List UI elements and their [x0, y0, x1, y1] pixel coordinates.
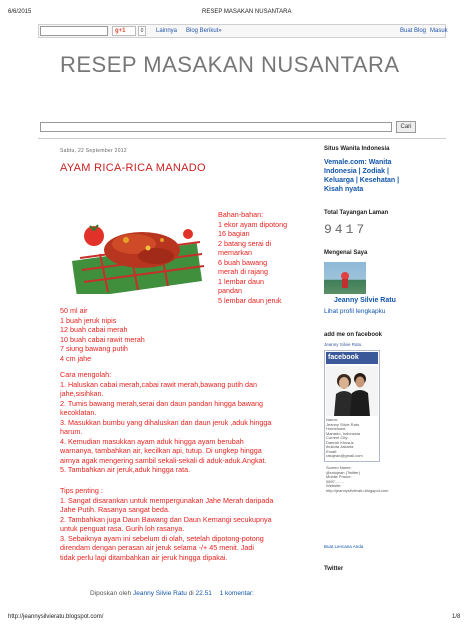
food-photo [60, 210, 212, 294]
chicken-dish-image [60, 210, 212, 294]
fb-detail: Mobile Phone: [326, 474, 352, 479]
situs-link[interactable]: Indonesia | Zodiak | [324, 168, 389, 175]
navbar-search-input[interactable] [40, 26, 108, 36]
ingredient-line: 4 cm jahe [60, 353, 92, 363]
ingredient-line: 16 bagian [218, 229, 250, 238]
ingredient-line: 50 ml air [60, 306, 88, 315]
profile-picture [324, 262, 366, 294]
facebook-details [326, 418, 380, 459]
post-footer [90, 590, 254, 597]
twitter-heading: Twitter [324, 566, 344, 572]
print-date: 6/6/2015 [8, 9, 32, 15]
method-line: jahe,sisihkan. [60, 389, 104, 398]
navbar-next-blog-link[interactable]: Blog Berikut» [186, 28, 222, 34]
situs-link[interactable]: Kisah nyata [324, 186, 364, 193]
ingredient-line: merah di rajang [218, 267, 268, 276]
google-plus-button[interactable]: g+1 [112, 26, 136, 36]
fb-detail: Jeanny Silvie Ratu [326, 421, 360, 427]
tips-line: untuk penguat rasa. Gurih loh rasanya. [60, 524, 185, 533]
method-line: 1. Haluskan cabai merah,cabai rawit merah,bawang putih dan [60, 379, 257, 389]
method-line: 4. Kemudian masukkan ayam aduk hingga ayam berubah [60, 436, 244, 446]
facebook-photo [326, 366, 378, 416]
method-line: warnanya, tambahkan air, kecilkan api, tutup. Di ungkep hingga [60, 446, 262, 455]
tips-line: direndam dengan perasan air jeruk selama -/+ 45 menit. Jadi [60, 543, 254, 552]
ingredient-line: 1 ekor ayam dipotong [218, 219, 288, 229]
author-link[interactable]: Jeanny Silvie Ratu [133, 590, 187, 597]
ingredient-line: 5 lembar daun jeruk [218, 295, 282, 305]
situs-links [324, 158, 434, 194]
profile-name-link[interactable]: Jeanny Silvie Ratu [334, 297, 396, 304]
method-line: airnya agak mengering sambil sekali-sekali di aduk-aduk.Angkat. [60, 455, 267, 465]
situs-link[interactable]: Keluarga | Kesehatan | [324, 177, 400, 184]
method-line: kecoklatan. [60, 408, 97, 417]
blog-title[interactable]: RESEP MASAKAN NUSANTARA [60, 52, 400, 77]
tips-block [60, 486, 310, 562]
print-page-number: 1/8 [452, 614, 461, 620]
tips-line: 2. Tambahkan juga Daun Bawang dan Daun Kemangi secukupnya [60, 514, 272, 524]
method-line: 5. Tambahkan air jeruk,aduk hingga rata. [60, 465, 191, 474]
post-date: Sabtu, 22 September 2012 [60, 148, 127, 154]
fb-detail: Hometown: [326, 426, 347, 431]
google-plus-count: 0 [138, 26, 146, 36]
posted-by-label: Diposkan oleh [90, 590, 132, 597]
profile-full-link[interactable]: Lihat profil lengkapku [324, 308, 386, 315]
method-line: 3. Masukkan bumbu yang dihaluskan dan daun jeruk ,aduk hingga [60, 417, 272, 427]
facebook-heading: add me on facebook [324, 332, 383, 338]
couple-photo [326, 366, 378, 416]
situs-heading: Situs Wanita Indonesia [324, 146, 390, 152]
blog-search-input[interactable] [40, 122, 392, 132]
situs-link[interactable]: Vemale.com: Wanita [324, 159, 392, 166]
tips-line: Tips penting : [60, 486, 103, 495]
ingredient-line: 6 buah bawang [218, 257, 268, 267]
navbar-create-blog-link[interactable]: Buat Blog [400, 28, 427, 34]
ingredient-line: 1 lembar daun [218, 276, 264, 286]
ingredient-line: 2 batang serai di [218, 238, 272, 248]
ingredient-line: Bahan-bahan: [218, 210, 264, 219]
profile-photo[interactable] [324, 262, 366, 294]
at-label: di [188, 590, 194, 597]
facebook-logo: facebook [326, 352, 378, 364]
navbar-more-link[interactable]: Lainnya [156, 28, 178, 34]
ingredient-line: 1 buah jeruk nipis [60, 315, 117, 325]
ingredients-right-block [218, 210, 302, 305]
method-line: harum. [60, 427, 83, 436]
ingredient-line: 12 buah cabai merah [60, 325, 128, 334]
pageviews-heading: Total Tayangan Laman [324, 210, 389, 216]
fb-detail: Website: [326, 483, 342, 488]
pageviews-counter: 9417 [324, 222, 368, 237]
method-line: Cara mengolah: [60, 370, 112, 379]
ingredient-line: memarkan [218, 248, 252, 257]
divider [38, 138, 446, 139]
tips-line: 3. Sebaiknya ayam ini sebelum di olah, setelah dipotong-potong [60, 533, 264, 543]
method-line: 2. Tumis bawang merah,serai dan daun pandan hingga bawang [60, 398, 263, 408]
print-url: http://jeannysilvieratu.blogspot.com/ [8, 614, 104, 620]
fb-detail: Manado, Indonesia [326, 430, 361, 436]
fb-detail: ratujean@gmail.com [326, 453, 363, 458]
ingredients-full-block [60, 306, 300, 363]
fb-detail: 0897........ [326, 478, 344, 484]
ingredient-line: 7 siung bawang putih [60, 344, 128, 353]
tips-line: 1. Sangat disarankan untuk mempergunakan Jahe Merah daripada [60, 495, 274, 505]
ingredient-line: 10 buah cabai rawit merah [60, 334, 145, 344]
search-button[interactable]: Cari [396, 121, 416, 133]
post-title[interactable]: AYAM RICA-RICA MANADO [60, 162, 206, 174]
fb-name-top[interactable]: Jeanny Silvie Ratu [324, 342, 362, 347]
post-time-link[interactable]: 22.51 [195, 590, 212, 597]
fb-detail: @ratujean (Twitter) [326, 469, 361, 475]
tips-line: tidak perlu lagi ditambahkan air jeruk hingga dipakai. [60, 552, 228, 562]
facebook-details-more [326, 465, 389, 493]
method-block [60, 370, 310, 475]
fb-detail: http://jeannysilvieratu.blogspot.com [326, 487, 389, 493]
tips-line: Jahe Putih. Rasanya sangat beda. [60, 505, 170, 514]
fb-detail: Screen Name: [326, 465, 352, 470]
fb-detail: Email: [326, 448, 338, 454]
fb-badge-link[interactable]: Buat Lencana Anda [324, 544, 364, 549]
fb-detail: Current City: [326, 435, 349, 440]
fb-detail: Daerah Khusus [326, 439, 354, 445]
comments-link[interactable]: 1 komentar: [219, 590, 254, 597]
navbar-sign-in-link[interactable]: Masuk [430, 28, 448, 34]
fb-detail: Ibukota Jakarta [326, 444, 354, 449]
ingredient-line: pandan [218, 286, 242, 295]
about-heading: Mengenai Saya [324, 250, 368, 256]
fb-detail: Nama: [326, 417, 338, 422]
print-title: RESEP MASAKAN NUSANTARA [202, 9, 292, 15]
